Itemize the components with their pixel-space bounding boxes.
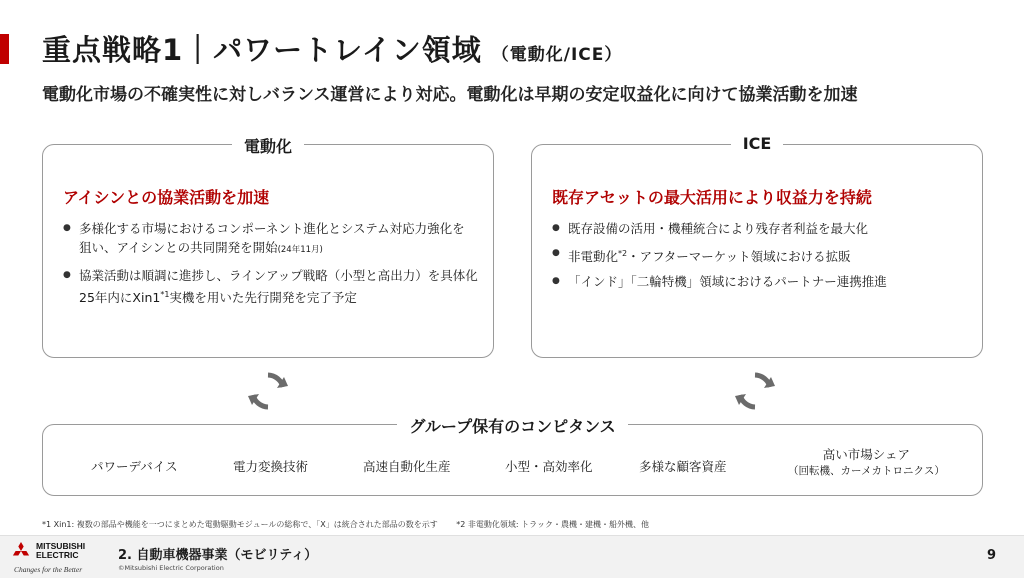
footnotes [42, 519, 649, 530]
bullet-text: ・アフターマーケット領域における拡販 [627, 249, 851, 265]
competence-item [788, 447, 945, 479]
list-item [552, 219, 968, 238]
copyright: ©Mitsubishi Electric Corporation [118, 564, 224, 572]
logo-line-1: MITSUBISHI [36, 541, 86, 551]
bullet-text: 「インド」「二輪特機」領域におけるパートナー連携推進 [568, 274, 887, 290]
page-title [42, 28, 622, 69]
competence-label-text: グループ保有のコンピタンス [397, 417, 627, 436]
bullet-text: 多様化する市場におけるコンポーネント進化とシステム対応力強化を [79, 221, 465, 236]
page-subtitle: 電動化市場の不確実性に対しバランス運営により対応。電動化は早期の安定収益化に向けて協業活動を加速 [42, 85, 858, 105]
competence-item: パワーデバイス [91, 459, 178, 474]
list-item [552, 272, 968, 291]
electrification-panel-label [43, 134, 493, 157]
title-main: 重点戦略1｜パワートレイン領域 [42, 33, 482, 67]
footnote-1: *1 Xin1: 複数の部品や機能を一つにまとめた電動駆動モジュールの総称で、「X」は統合された部品の数を示す [42, 520, 438, 529]
list-item [63, 219, 479, 260]
competence-item: 多様な顧客資産 [639, 459, 727, 474]
electrification-label-text: 電動化 [232, 137, 304, 156]
footnote-2: *2 非電動化領域: トラック・農機・建機・船外機、他 [456, 520, 649, 529]
competence-item: 小型・高効率化 [505, 459, 593, 474]
competence-item: 高速自動化生産 [363, 459, 451, 474]
competence-item-text: 高い市場シェア [822, 447, 911, 462]
tagline: Changes for the Better [14, 565, 83, 574]
page-number: 9 [986, 548, 996, 563]
competence-list [43, 425, 982, 495]
bullet-text: 狙い、アイシンとの共同開発を開始 [79, 240, 278, 255]
cycle-arrows-icon [733, 369, 777, 413]
ice-label-text: ICE [731, 134, 784, 153]
competence-item: 電力変換技術 [233, 459, 309, 474]
logo-text [36, 542, 85, 560]
logo-line-2: ELECTRIC [36, 550, 79, 560]
competence-item-note: （回転機、カーメカトロニクス） [788, 465, 945, 477]
bullet-date-note: (24年11月) [277, 245, 323, 255]
bullet-text: 既存設備の活用・機種統合により残存者利益を最大化 [568, 221, 869, 236]
electrification-bullets [63, 219, 479, 313]
bullet-text: 実機を用いた先行開発を完了予定 [169, 290, 357, 306]
title-accent-bar [0, 34, 9, 64]
ice-heading: 既存アセットの最大活用により収益力を持続 [552, 188, 872, 207]
footnote-ref: *2 [618, 249, 628, 258]
list-item [63, 266, 479, 307]
competence-panel [42, 417, 983, 496]
footnote-ref: *1 [160, 290, 170, 299]
footer [0, 535, 1024, 578]
ice-panel [531, 134, 983, 358]
list-item [552, 244, 968, 266]
bullet-text: 非電動化 [568, 249, 619, 265]
bullet-text: 協業活動は順調に進捗し、ラインアップ戦略（小型と高出力）を具体化 [79, 268, 478, 283]
title-sub: （電動化/ICE） [491, 45, 623, 65]
electrification-panel [42, 137, 494, 358]
cycle-arrows-icon [246, 369, 290, 413]
mitsubishi-logo-icon [12, 542, 30, 560]
bullet-text: 25年内にXin1 [79, 290, 161, 306]
electrification-heading: アイシンとの協業活動を加速 [63, 188, 270, 207]
section-name: 2. 自動車機器事業（モビリティ） [118, 548, 318, 563]
ice-panel-label [532, 134, 982, 153]
ice-bullets [552, 219, 968, 297]
company-logo [8, 540, 108, 576]
